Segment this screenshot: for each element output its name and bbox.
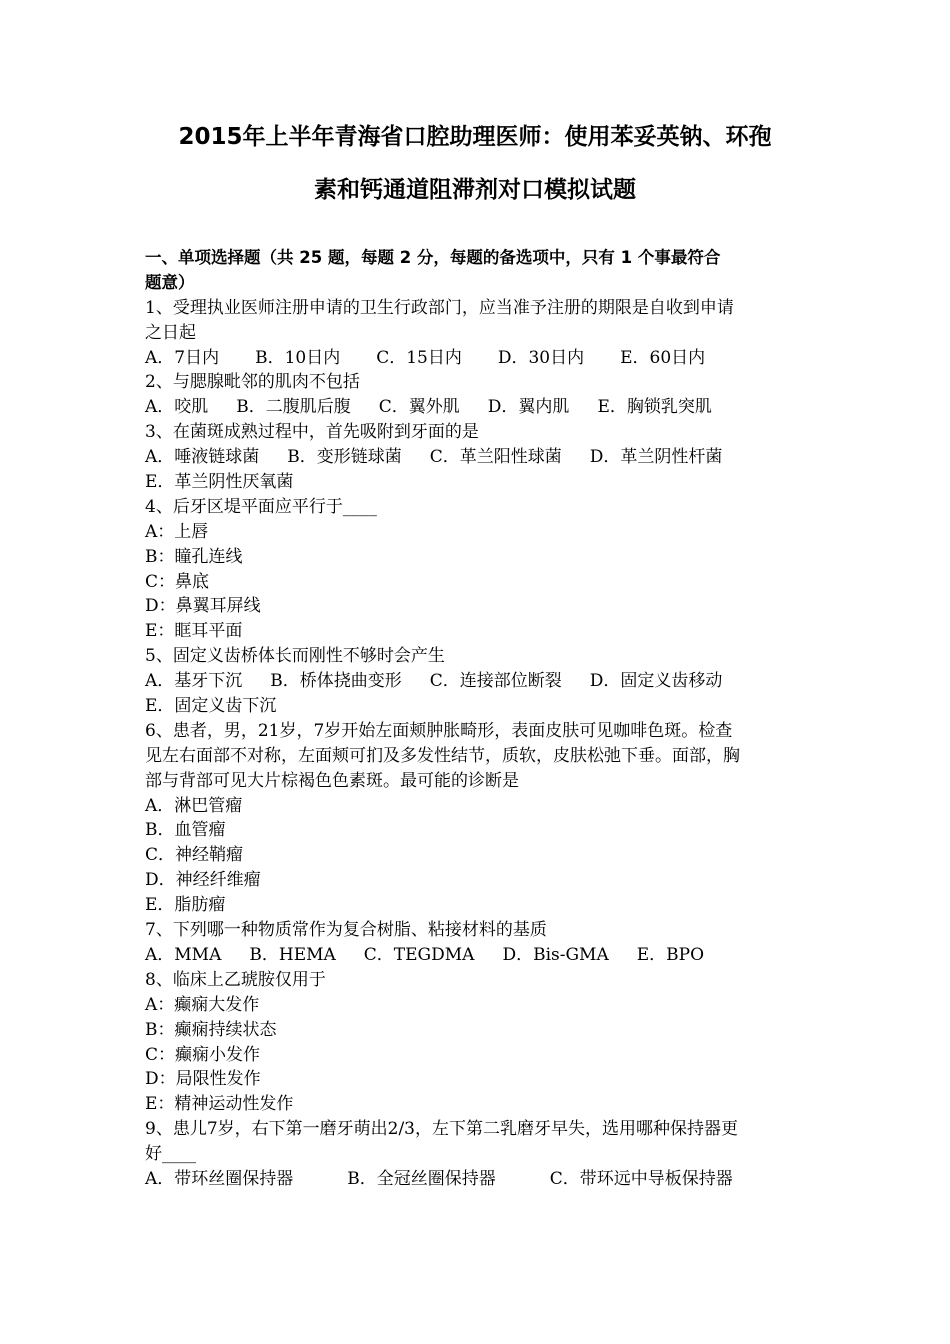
answer-option: C．TEGDMA xyxy=(363,944,475,965)
answer-option: C：鼻底 xyxy=(145,571,210,592)
answer-option: D．神经纤维瘤 xyxy=(145,870,261,891)
option-row xyxy=(145,893,815,918)
option-row xyxy=(145,619,815,644)
option-row xyxy=(145,669,815,694)
option-row xyxy=(145,1092,815,1117)
answer-option: B．变形链球菌 xyxy=(287,447,402,468)
option-row xyxy=(145,868,815,893)
section-heading-continued: 题意） xyxy=(145,272,195,292)
answer-option: A．MMA xyxy=(145,944,222,965)
answer-option: B．血管瘤 xyxy=(145,820,226,841)
answer-option: D．翼内肌 xyxy=(487,397,570,418)
answer-option: C．15日内 xyxy=(376,347,462,368)
answer-option: D：鼻翼耳屏线 xyxy=(145,596,261,617)
option-row xyxy=(145,993,815,1018)
question-block xyxy=(145,420,815,495)
option-row xyxy=(145,1018,815,1043)
option-row xyxy=(145,943,815,968)
answer-option: A．唾液链球菌 xyxy=(145,447,260,468)
answer-option: E．胸锁乳突肌 xyxy=(597,397,712,418)
question-stem-line: 6、患者，男，21岁，7岁开始左面颊肿胀畸形，表面皮肤可见咖啡色斑。检查 xyxy=(145,720,733,741)
question-stem-line: 部与背部可见大片棕褐色色素斑。最可能的诊断是 xyxy=(145,770,519,791)
question-list xyxy=(145,296,815,1192)
answer-option: A．7日内 xyxy=(145,347,220,368)
answer-option: A．淋巴管瘤 xyxy=(145,795,243,816)
answer-option: A：癫痫大发作 xyxy=(145,994,260,1015)
answer-option: E．60日内 xyxy=(620,347,706,368)
answer-option: B．10日内 xyxy=(255,347,341,368)
question-block xyxy=(145,644,815,719)
answer-option: C．神经鞘瘤 xyxy=(145,845,244,866)
option-row xyxy=(145,445,815,470)
section-heading: 一、单项选择题（共 25 题，每题 2 分，每题的备选项中，只有 1 个事最符合 xyxy=(145,248,721,267)
option-row xyxy=(145,843,815,868)
question-block xyxy=(145,495,815,644)
question-stem-line: 3、在菌斑成熟过程中，首先吸附到牙面的是 xyxy=(145,422,479,443)
answer-option: D．Bis-GMA xyxy=(502,944,609,965)
answer-option: E．革兰阴性厌氧菌 xyxy=(145,472,294,493)
question-stem-line: 1、受理执业医师注册申请的卫生行政部门，应当准予注册的期限是自收到申请 xyxy=(145,297,734,318)
question-stem-line: 9、患儿7岁，右下第一磨牙萌出2/3，左下第二乳磨牙早失，选用哪种保持器更 xyxy=(145,1119,738,1140)
answer-option: B．全冠丝圈保持器 xyxy=(347,1168,496,1189)
option-row xyxy=(145,1167,815,1192)
answer-option: A．咬肌 xyxy=(145,397,209,418)
option-row xyxy=(145,1067,815,1092)
question-stem-line: 5、固定义齿桥体长而刚性不够时会产生 xyxy=(145,646,445,667)
document-title-line-1: 2015年上半年青海省口腔助理医师：使用苯妥英钠、环孢 xyxy=(178,124,772,150)
answer-option: E．固定义齿下沉 xyxy=(145,696,277,717)
question-block xyxy=(145,968,815,1117)
answer-option: B．二腹肌后腹 xyxy=(236,397,351,418)
option-row xyxy=(145,694,815,719)
answer-option: E．脂肪瘤 xyxy=(145,895,226,916)
answer-option: D．30日内 xyxy=(497,347,585,368)
question-stem-line: 8、临床上乙琥胺仅用于 xyxy=(145,969,326,990)
document-body xyxy=(145,246,815,1192)
answer-option: A．带环丝圈保持器 xyxy=(145,1168,294,1189)
answer-option: C：癫痫小发作 xyxy=(145,1044,261,1065)
document-title-line-2: 素和钙通道阻滞剂对口模拟试题 xyxy=(314,177,636,203)
option-row xyxy=(145,594,815,619)
option-row xyxy=(145,794,815,819)
option-row xyxy=(145,346,815,371)
answer-option: C．连接部位断裂 xyxy=(429,671,562,692)
answer-option: D：局限性发作 xyxy=(145,1069,261,1090)
option-row xyxy=(145,545,815,570)
question-stem-line: 2、与腮腺毗邻的肌肉不包括 xyxy=(145,372,360,393)
option-row xyxy=(145,818,815,843)
question-block xyxy=(145,370,815,420)
answer-option: B．HEMA xyxy=(249,944,336,965)
answer-option: C．革兰阳性球菌 xyxy=(429,447,562,468)
question-block xyxy=(145,918,815,968)
option-row xyxy=(145,470,815,495)
question-block xyxy=(145,296,815,371)
answer-option: D．革兰阴性杆菌 xyxy=(589,447,723,468)
answer-option: E．BPO xyxy=(636,944,705,965)
answer-option: A．基牙下沉 xyxy=(145,671,243,692)
question-stem-line: 见左右面部不对称，左面颊可扪及多发性结节，质软，皮肤松弛下垂。面部，胸 xyxy=(145,745,740,766)
answer-option: C．带环远中导板保持器 xyxy=(549,1168,733,1189)
answer-option: B：瞳孔连线 xyxy=(145,546,243,567)
answer-option: E：精神运动性发作 xyxy=(145,1094,294,1115)
question-stem-line: 7、下列哪一种物质常作为复合树脂、粘接材料的基质 xyxy=(145,920,547,941)
option-row xyxy=(145,570,815,595)
answer-option: B．桥体挠曲变形 xyxy=(270,671,402,692)
question-stem-line: 之日起 xyxy=(145,322,196,343)
answer-option: B：癫痫持续状态 xyxy=(145,1019,277,1040)
answer-option: A：上唇 xyxy=(145,521,209,542)
question-stem-line: 4、后牙区堤平面应平行于____ xyxy=(145,496,377,517)
answer-option: E：眶耳平面 xyxy=(145,621,243,642)
answer-option: C．翼外肌 xyxy=(378,397,460,418)
question-block xyxy=(145,1117,815,1192)
option-row xyxy=(145,395,815,420)
question-block xyxy=(145,719,815,918)
option-row xyxy=(145,1043,815,1068)
answer-option: D．固定义齿移动 xyxy=(589,671,723,692)
question-stem-line: 好____ xyxy=(145,1144,196,1165)
option-row xyxy=(145,520,815,545)
